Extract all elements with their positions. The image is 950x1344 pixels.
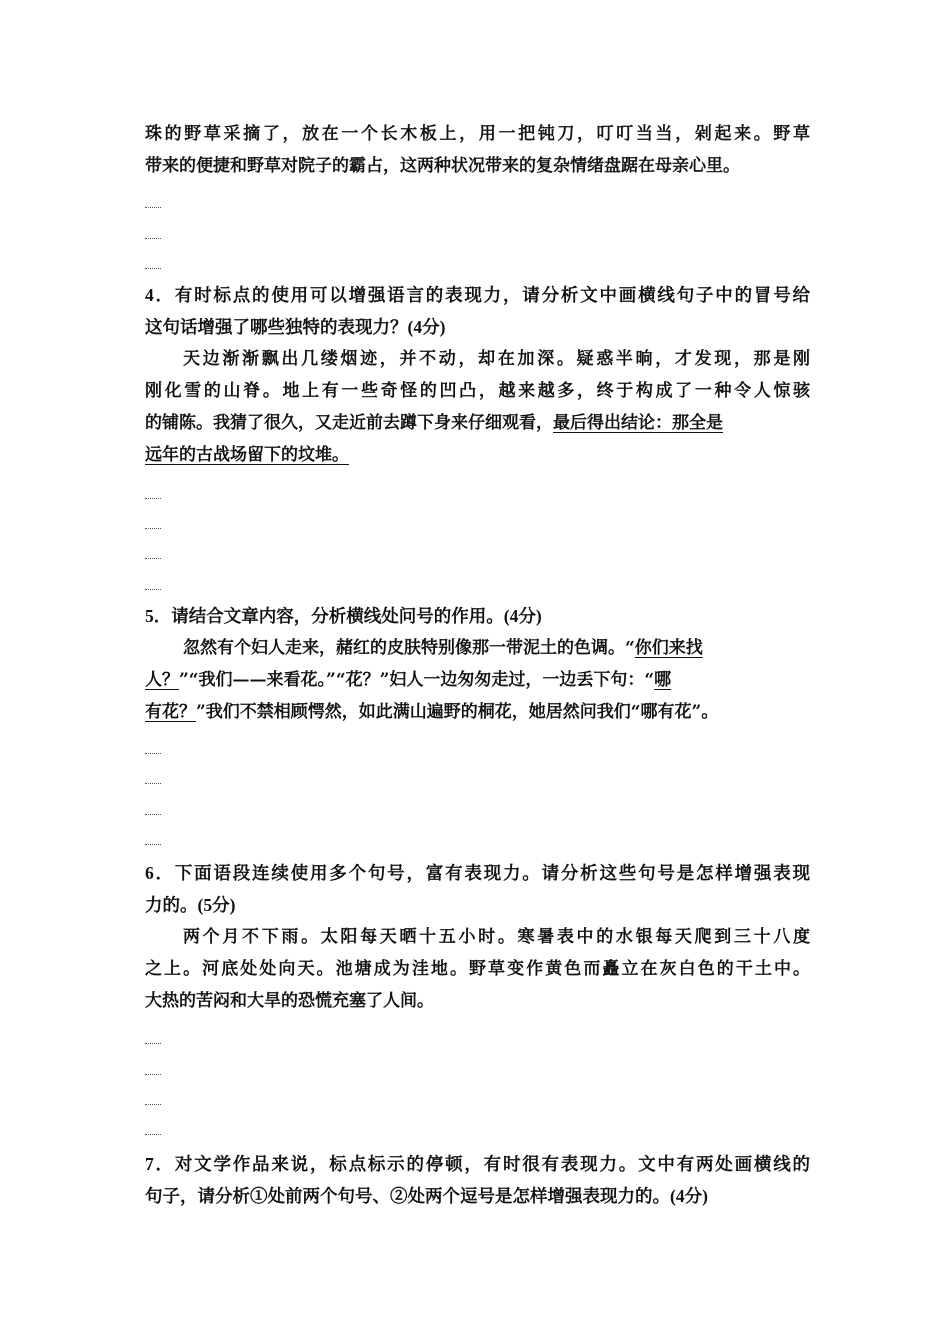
answer-line [145, 1074, 161, 1075]
question-7 [145, 1148, 810, 1212]
question-text: 4．有时标点的使用可以增强语言的表现力，请分析文中画横线句子中的冒号给 [145, 285, 810, 305]
passage-line [145, 439, 810, 471]
underlined-question: 你们来找 [634, 638, 703, 658]
question-text: 句子，请分析①处前两个句号、②处两个逗号是怎样增强表现力的。(4分) [145, 1186, 708, 1206]
passage-line: 带来的便捷和野草对院子的霸占，这两种状况带来的复杂情绪盘踞在母亲心里。 [145, 156, 740, 176]
question-text: 力的。(5分) [145, 895, 236, 915]
passage-text: ”我们不禁相顾愕然，如此满山遍野的桐花，她居然问我们“哪有花”。 [196, 702, 719, 722]
question-4 [145, 279, 810, 471]
question-6 [145, 857, 810, 1017]
answer-line [145, 268, 161, 269]
passage-line: 之上。河底处处向天。池塘成为洼地。野草变作黄色而矗立在灰白色的干土中。 [145, 959, 810, 979]
passage-text: 忽然有个妇人走来，赭红的皮肤特别像那一带泥土的色调。“ [183, 638, 635, 658]
answer-line [145, 844, 161, 845]
answer-line [145, 783, 161, 784]
answer-line [145, 498, 161, 499]
underlined-sentence: 最后得出结论：那全是 [553, 413, 723, 433]
question-5 [145, 600, 810, 728]
passage-line: 刚化雪的山脊。地上有一些奇怪的凹凸，越来越多，终于构成了一种令人惊骇 [145, 381, 810, 401]
question-text: 7．对文学作品来说，标点标示的停顿，有时很有表现力。文中有两处画横线的 [145, 1154, 810, 1174]
answer-line [145, 1043, 161, 1044]
passage-text: 的铺陈。我猜了很久，又走近前去蹲下身来仔细观看， [145, 413, 553, 433]
answer-line [145, 753, 161, 754]
underlined-question: 有花？ [145, 702, 196, 722]
answer-line [145, 814, 161, 815]
passage-line [145, 407, 810, 439]
answer-line [145, 1134, 161, 1135]
passage-text: ”“我们——来看花。”“花？”妇人一边匆匆走过，一边丢下句：“ [179, 670, 655, 690]
passage-line [145, 664, 810, 696]
question-text: 6．下面语段连续使用多个句号，富有表现力。请分析这些句号是怎样增强表现 [145, 863, 810, 883]
answer-line [145, 558, 161, 559]
question-text: 5．请结合文章内容，分析横线处问号的作用。(4分) [145, 606, 542, 626]
passage-line [145, 632, 810, 664]
passage-line [145, 696, 810, 728]
answer-line [145, 528, 161, 529]
passage-line: 天边渐渐飘出几缕烟迹，并不动，却在加深。疑惑半晌，才发现，那是刚 [183, 349, 810, 369]
question-text: 这句话增强了哪些独特的表现力？(4分) [145, 317, 446, 337]
passage-line: 珠的野草采摘了，放在一个长木板上，用一把钝刀，叮叮当当，剁起来。野草 [145, 124, 810, 144]
answer-line [145, 589, 161, 590]
answer-line [145, 1104, 161, 1105]
passage-line: 大热的苦闷和大旱的恐慌充塞了人间。 [145, 991, 434, 1011]
underlined-question: 哪 [654, 670, 672, 690]
underlined-question: 人？ [145, 670, 179, 690]
underlined-sentence: 远年的古战场留下的坟堆。 [145, 445, 349, 465]
answer-line [145, 238, 161, 239]
answer-line [145, 207, 161, 208]
passage-line: 两个月不下雨。太阳每天晒十五小时。寒暑表中的水银每天爬到三十八度 [183, 927, 810, 947]
top-passage [145, 118, 810, 182]
